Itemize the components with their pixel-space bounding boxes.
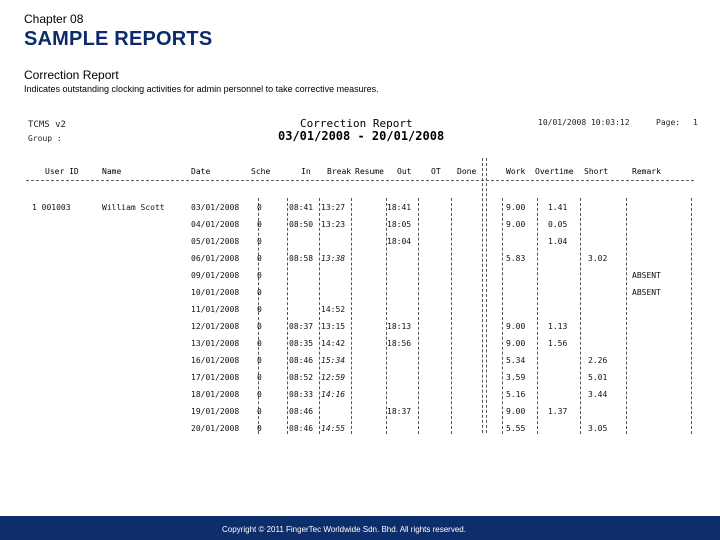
- cell-overtime: 1.04: [548, 237, 568, 246]
- column-divider: [287, 198, 288, 434]
- cell-work: 5.83: [506, 254, 526, 263]
- cell-out: 18:41: [387, 203, 412, 212]
- cell-work: 9.00: [506, 339, 526, 348]
- cell-date: 13/01/2008: [191, 339, 240, 348]
- cell-work: 9.00: [506, 203, 526, 212]
- cell-overtime: 1.56: [548, 339, 568, 348]
- cell-in: 08:41: [289, 203, 314, 212]
- report-date-range: 03/01/2008 - 20/01/2008: [278, 129, 445, 143]
- cell-short: 3.44: [588, 390, 608, 399]
- cell-overtime: 1.41: [548, 203, 568, 212]
- cell-overtime: 1.37: [548, 407, 568, 416]
- report-page-label: Page:: [656, 118, 681, 127]
- cell-break: 14:52: [321, 305, 346, 314]
- cell-sche: 0: [257, 390, 262, 399]
- column-divider: [418, 198, 419, 434]
- cell-sche: 0: [257, 254, 262, 263]
- cell-in: 08:37: [289, 322, 314, 331]
- cell-break: 15:34: [321, 356, 346, 365]
- col-header-remark: Remark: [632, 167, 661, 176]
- col-header-out: Out: [397, 167, 412, 176]
- report-app-name: TCMS v2: [28, 120, 66, 130]
- report-group-label: Group :: [28, 134, 62, 143]
- cell-short: 5.01: [588, 373, 608, 382]
- col-header-work: Work: [506, 167, 526, 176]
- cell-overtime: 1.13: [548, 322, 568, 331]
- column-divider: [537, 198, 538, 434]
- cell-date: 10/01/2008: [191, 288, 240, 297]
- cell-date: 17/01/2008: [191, 373, 240, 382]
- column-divider: [386, 198, 387, 434]
- cell-short: 3.02: [588, 254, 608, 263]
- cell-date: 09/01/2008: [191, 271, 240, 280]
- col-header-done: Done: [457, 167, 477, 176]
- cell-sche: 0: [257, 407, 262, 416]
- cell-sche: 0: [257, 424, 262, 433]
- col-header-user-id: User ID: [45, 167, 79, 176]
- cell-out: 18:13: [387, 322, 412, 331]
- cell-in: 08:46: [289, 356, 314, 365]
- cell-break: 13:23: [321, 220, 346, 229]
- cell-sche: 0: [257, 322, 262, 331]
- cell-in: 08:46: [289, 424, 314, 433]
- cell-sche: 0: [257, 271, 262, 280]
- employee-id: 1 001003: [32, 203, 71, 212]
- cell-in: 08:35: [289, 339, 314, 348]
- cell-date: 19/01/2008: [191, 407, 240, 416]
- cell-sche: 0: [257, 373, 262, 382]
- cell-date: 12/01/2008: [191, 322, 240, 331]
- cell-in: 08:58: [289, 254, 314, 263]
- cell-date: 03/01/2008: [191, 203, 240, 212]
- cell-overtime: 0.05: [548, 220, 568, 229]
- cell-sche: 0: [257, 356, 262, 365]
- cell-date: 20/01/2008: [191, 424, 240, 433]
- cell-remark: ABSENT: [632, 288, 661, 297]
- cell-date: 16/01/2008: [191, 356, 240, 365]
- cell-sche: 0: [257, 237, 262, 246]
- cell-break: 14:16: [321, 390, 346, 399]
- column-divider: [691, 198, 692, 434]
- cell-sche: 0: [257, 288, 262, 297]
- cell-work: 5.34: [506, 356, 526, 365]
- copyright-text: Copyright © 2011 FingerTec Worldwide Sdn. Bhd. All rights reserved.: [222, 525, 466, 534]
- column-divider: [351, 198, 352, 434]
- cell-date: 11/01/2008: [191, 305, 240, 314]
- cell-short: 3.05: [588, 424, 608, 433]
- column-divider: [319, 198, 320, 434]
- cell-out: 18:37: [387, 407, 412, 416]
- report-printed-at: 10/01/2008 10:03:12: [538, 118, 630, 127]
- report-title: Correction Report: [300, 117, 413, 130]
- cell-work: 5.16: [506, 390, 526, 399]
- col-header-overtime: Overtime: [535, 167, 574, 176]
- section-title: Correction Report: [24, 68, 119, 82]
- cell-date: 18/01/2008: [191, 390, 240, 399]
- cell-work: 9.00: [506, 322, 526, 331]
- cell-break: 12:59: [321, 373, 346, 382]
- column-divider: [486, 158, 487, 433]
- column-divider: [482, 158, 483, 433]
- col-header-date: Date: [191, 167, 211, 176]
- header-divider: [26, 180, 694, 181]
- cell-out: 18:04: [387, 237, 412, 246]
- cell-in: 08:50: [289, 220, 314, 229]
- column-divider: [451, 198, 452, 434]
- page-title: SAMPLE REPORTS: [24, 28, 213, 50]
- cell-break: 13:27: [321, 203, 346, 212]
- cell-break: 13:38: [321, 254, 346, 263]
- cell-work: 9.00: [506, 220, 526, 229]
- cell-in: 08:33: [289, 390, 314, 399]
- col-header-short: Short: [584, 167, 609, 176]
- col-header-break: Break: [327, 167, 352, 176]
- cell-break: 14:42: [321, 339, 346, 348]
- cell-date: 06/01/2008: [191, 254, 240, 263]
- cell-date: 04/01/2008: [191, 220, 240, 229]
- cell-out: 18:05: [387, 220, 412, 229]
- column-divider: [502, 198, 503, 434]
- cell-break: 14:55: [321, 424, 346, 433]
- report-page-number: 1: [693, 118, 698, 127]
- col-header-name: Name: [102, 167, 122, 176]
- chapter-label: Chapter 08: [24, 12, 84, 26]
- cell-date: 05/01/2008: [191, 237, 240, 246]
- cell-sche: 0: [257, 220, 262, 229]
- footer-bar: [0, 516, 720, 540]
- column-divider: [580, 198, 581, 434]
- cell-sche: 0: [257, 203, 262, 212]
- cell-work: 9.00: [506, 407, 526, 416]
- column-divider: [626, 198, 627, 434]
- cell-sche: 0: [257, 305, 262, 314]
- cell-sche: 0: [257, 339, 262, 348]
- cell-work: 3.59: [506, 373, 526, 382]
- col-header-sche: Sche: [251, 167, 271, 176]
- col-header-in: In: [301, 167, 311, 176]
- cell-work: 5.55: [506, 424, 526, 433]
- col-header-resume: Resume: [355, 167, 384, 176]
- cell-short: 2.26: [588, 356, 608, 365]
- cell-in: 08:46: [289, 407, 314, 416]
- cell-out: 18:56: [387, 339, 412, 348]
- cell-in: 08:52: [289, 373, 314, 382]
- employee-name: William Scott: [102, 203, 165, 212]
- col-header-ot: OT: [431, 167, 441, 176]
- cell-remark: ABSENT: [632, 271, 661, 280]
- section-description: Indicates outstanding clocking activities for admin personnel to take corrective measures.: [24, 84, 379, 94]
- cell-break: 13:15: [321, 322, 346, 331]
